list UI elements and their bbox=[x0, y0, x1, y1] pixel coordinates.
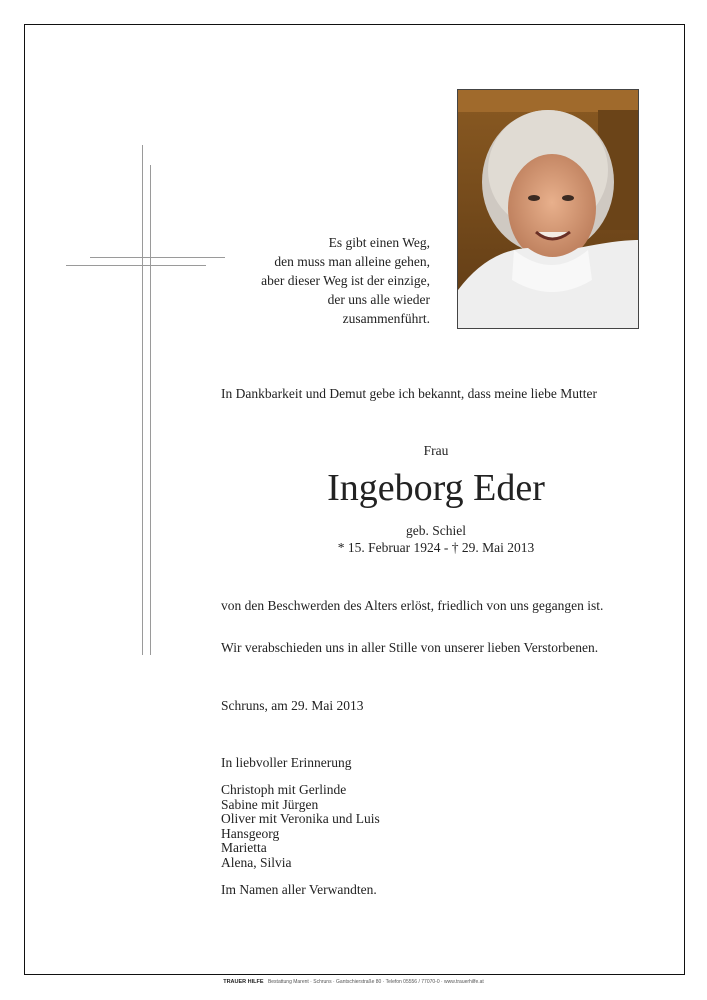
memory-heading: In liebvoller Erinnerung bbox=[221, 755, 352, 770]
list-item: Christoph mit Gerlinde bbox=[221, 782, 347, 797]
footer bbox=[0, 979, 707, 985]
poem-line: Es gibt einen Weg, bbox=[328, 235, 430, 250]
list-item: Hansgeorg bbox=[221, 825, 280, 841]
intro-text: In Dankbarkeit und Demut gebe ich bekannt, dass meine liebe Mutter bbox=[221, 386, 598, 401]
list-item: Marietta bbox=[221, 840, 267, 855]
list-item: Sabine mit Jürgen bbox=[221, 796, 319, 812]
salutation: Frau bbox=[423, 443, 449, 458]
poem-line: den muss man alleine gehen, bbox=[274, 254, 430, 269]
place-date: Schruns, am 29. Mai 2013 bbox=[221, 698, 364, 713]
farewell-text: Wir verabschieden uns in aller Stille von unserer lieben Verstorbenen. bbox=[221, 640, 599, 655]
deceased-name: Ingeborg Eder bbox=[327, 467, 545, 509]
portrait-photo bbox=[457, 89, 639, 329]
closing-text: Im Namen aller Verwandten. bbox=[221, 882, 377, 897]
footer-details: Bestattung Marent · Schruns · Gantschierstraße 80 · Telefon 05556 / 77070-0 · www.trauerhilfe.at bbox=[267, 979, 484, 985]
poem-line: aber dieser Weg ist der einzige, bbox=[261, 273, 430, 288]
poem-line: zusammenführt. bbox=[342, 311, 430, 326]
footer-brand: TRAUER HILFE bbox=[223, 979, 264, 985]
mourners-list bbox=[221, 783, 380, 870]
maiden-name: geb. Schiel bbox=[406, 523, 466, 538]
passing-text: von den Beschwerden des Alters erlöst, friedlich von uns gegangen ist. bbox=[221, 598, 604, 613]
list-item: Alena, Silvia bbox=[221, 854, 292, 870]
life-dates: * 15. Februar 1924 - † 29. Mai 2013 bbox=[337, 540, 535, 555]
poem-line: der uns alle wieder bbox=[327, 292, 430, 307]
poem bbox=[170, 233, 430, 328]
list-item: Oliver mit Veronika und Luis bbox=[221, 811, 380, 826]
